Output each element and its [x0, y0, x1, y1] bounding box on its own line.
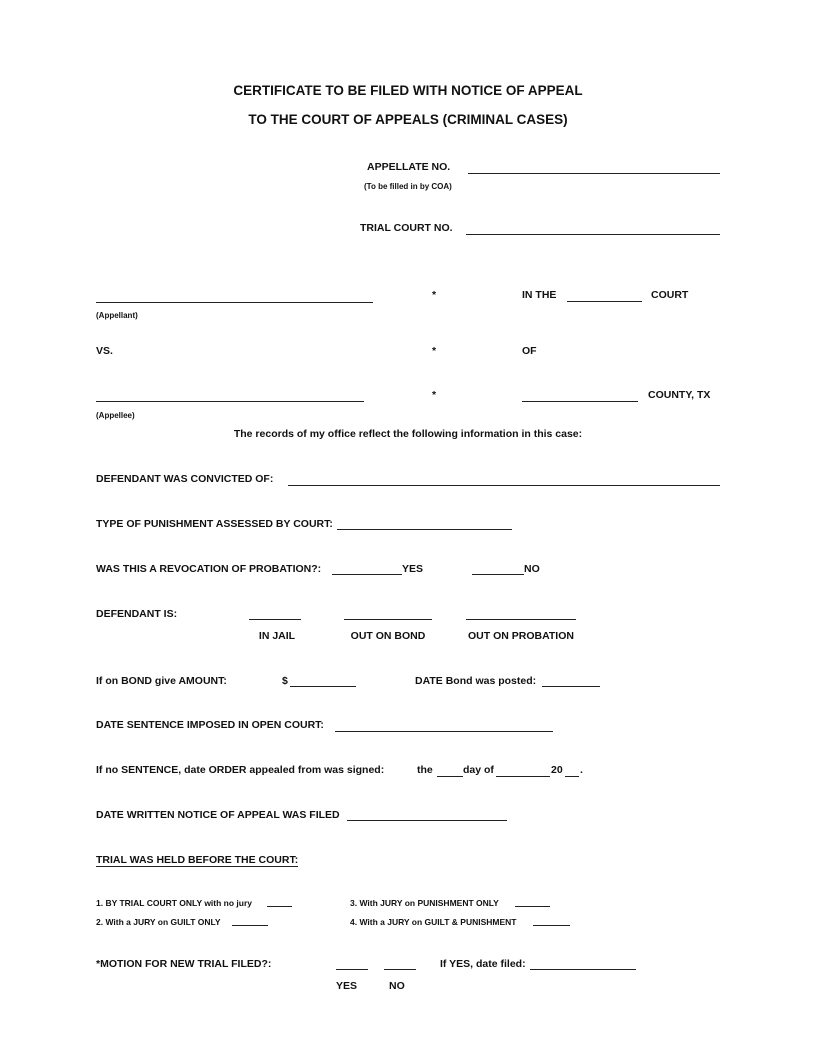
county-tx-label: COUNTY, TX [648, 389, 711, 401]
bond-amount-field[interactable] [290, 686, 356, 687]
out-on-bond-field[interactable] [344, 619, 432, 620]
defendant-is-label: DEFENDANT IS: [96, 608, 178, 620]
order-year-field[interactable] [565, 776, 579, 777]
in-jail-field[interactable] [249, 619, 301, 620]
trial-option-3-field[interactable] [515, 906, 550, 907]
trial-option-4: 4. With a JURY on GUILT & PUNISHMENT [350, 917, 517, 927]
order-year-prefix: 20 [551, 764, 563, 776]
appellate-no-field[interactable] [468, 173, 720, 174]
order-day-field[interactable] [437, 776, 463, 777]
vs-label: VS. [96, 345, 113, 357]
motion-label: *MOTION FOR NEW TRIAL FILED?: [96, 958, 272, 970]
records-statement: The records of my office reflect the following information in this case: [233, 428, 583, 440]
motion-date-field[interactable] [530, 969, 636, 970]
notice-filed-date-field[interactable] [347, 820, 507, 821]
dollar-sign: $ [282, 675, 288, 687]
appellate-no-note: (To be filled in by COA) [364, 182, 452, 191]
trial-option-1: 1. BY TRIAL COURT ONLY with no jury [96, 898, 253, 908]
order-period: . [580, 764, 583, 776]
out-on-bond-label: OUT ON BOND [350, 630, 426, 642]
trial-option-2-field[interactable] [232, 925, 268, 926]
sentence-date-label: DATE SENTENCE IMPOSED IN OPEN COURT: [96, 719, 324, 731]
motion-yes-field[interactable] [336, 969, 368, 970]
out-on-probation-field[interactable] [466, 619, 576, 620]
court-label: COURT [651, 289, 689, 301]
order-day-of-label: day of [463, 764, 494, 776]
revocation-yes-label: YES [402, 563, 424, 575]
convicted-offense-field[interactable] [288, 485, 720, 486]
motion-no-field[interactable] [384, 969, 416, 970]
revocation-label: WAS THIS A REVOCATION OF PROBATION?: [96, 563, 322, 575]
bond-amount-label: If on BOND give AMOUNT: [96, 675, 227, 687]
appellate-no-label: APPELLATE NO. [367, 161, 451, 173]
motion-date-label: If YES, date filed: [440, 958, 526, 970]
caption-star: * [432, 289, 437, 301]
motion-yes-label: YES [336, 980, 358, 992]
revocation-no-label: NO [524, 563, 540, 575]
appellee-name-field[interactable] [96, 401, 364, 402]
form-title-line-2: TO THE COURT OF APPEALS (CRIMINAL CASES) [248, 112, 568, 127]
appellant-label: (Appellant) [96, 311, 138, 320]
revocation-yes-field[interactable] [332, 574, 402, 575]
sentence-date-field[interactable] [335, 731, 553, 732]
county-name-field[interactable] [522, 401, 638, 402]
trial-option-1-field[interactable] [267, 906, 292, 907]
trial-held-heading: TRIAL WAS HELD BEFORE THE COURT: [96, 854, 299, 866]
punishment-field[interactable] [337, 529, 512, 530]
bond-date-field[interactable] [542, 686, 600, 687]
in-the-label: IN THE [522, 289, 557, 301]
convicted-label: DEFENDANT WAS CONVICTED OF: [96, 473, 274, 485]
bond-date-label: DATE Bond was posted: [415, 675, 537, 687]
of-label: OF [522, 345, 537, 357]
trial-option-3: 3. With JURY on PUNISHMENT ONLY [350, 898, 499, 908]
caption-star: * [432, 389, 437, 401]
trial-court-no-label: TRIAL COURT NO. [360, 222, 453, 234]
form-title-line-1: CERTIFICATE TO BE FILED WITH NOTICE OF APPEAL [233, 83, 583, 98]
trial-option-2: 2. With a JURY on GUILT ONLY [96, 917, 221, 927]
punishment-label: TYPE OF PUNISHMENT ASSESSED BY COURT: [96, 518, 333, 530]
in-jail-label: IN JAIL [258, 630, 296, 642]
appellee-label: (Appellee) [96, 411, 135, 420]
out-on-probation-label: OUT ON PROBATION [468, 630, 574, 642]
trial-court-no-field[interactable] [466, 234, 720, 235]
motion-no-label: NO [389, 980, 405, 992]
order-the-label: the [417, 764, 433, 776]
appellant-name-field[interactable] [96, 302, 373, 303]
notice-filed-label: DATE WRITTEN NOTICE OF APPEAL WAS FILED [96, 809, 340, 821]
court-name-field[interactable] [567, 301, 642, 302]
caption-star: * [432, 345, 437, 357]
revocation-no-field[interactable] [472, 574, 524, 575]
order-month-field[interactable] [496, 776, 550, 777]
order-signed-label: If no SENTENCE, date ORDER appealed from was signed: [96, 764, 385, 776]
trial-option-4-field[interactable] [533, 925, 570, 926]
